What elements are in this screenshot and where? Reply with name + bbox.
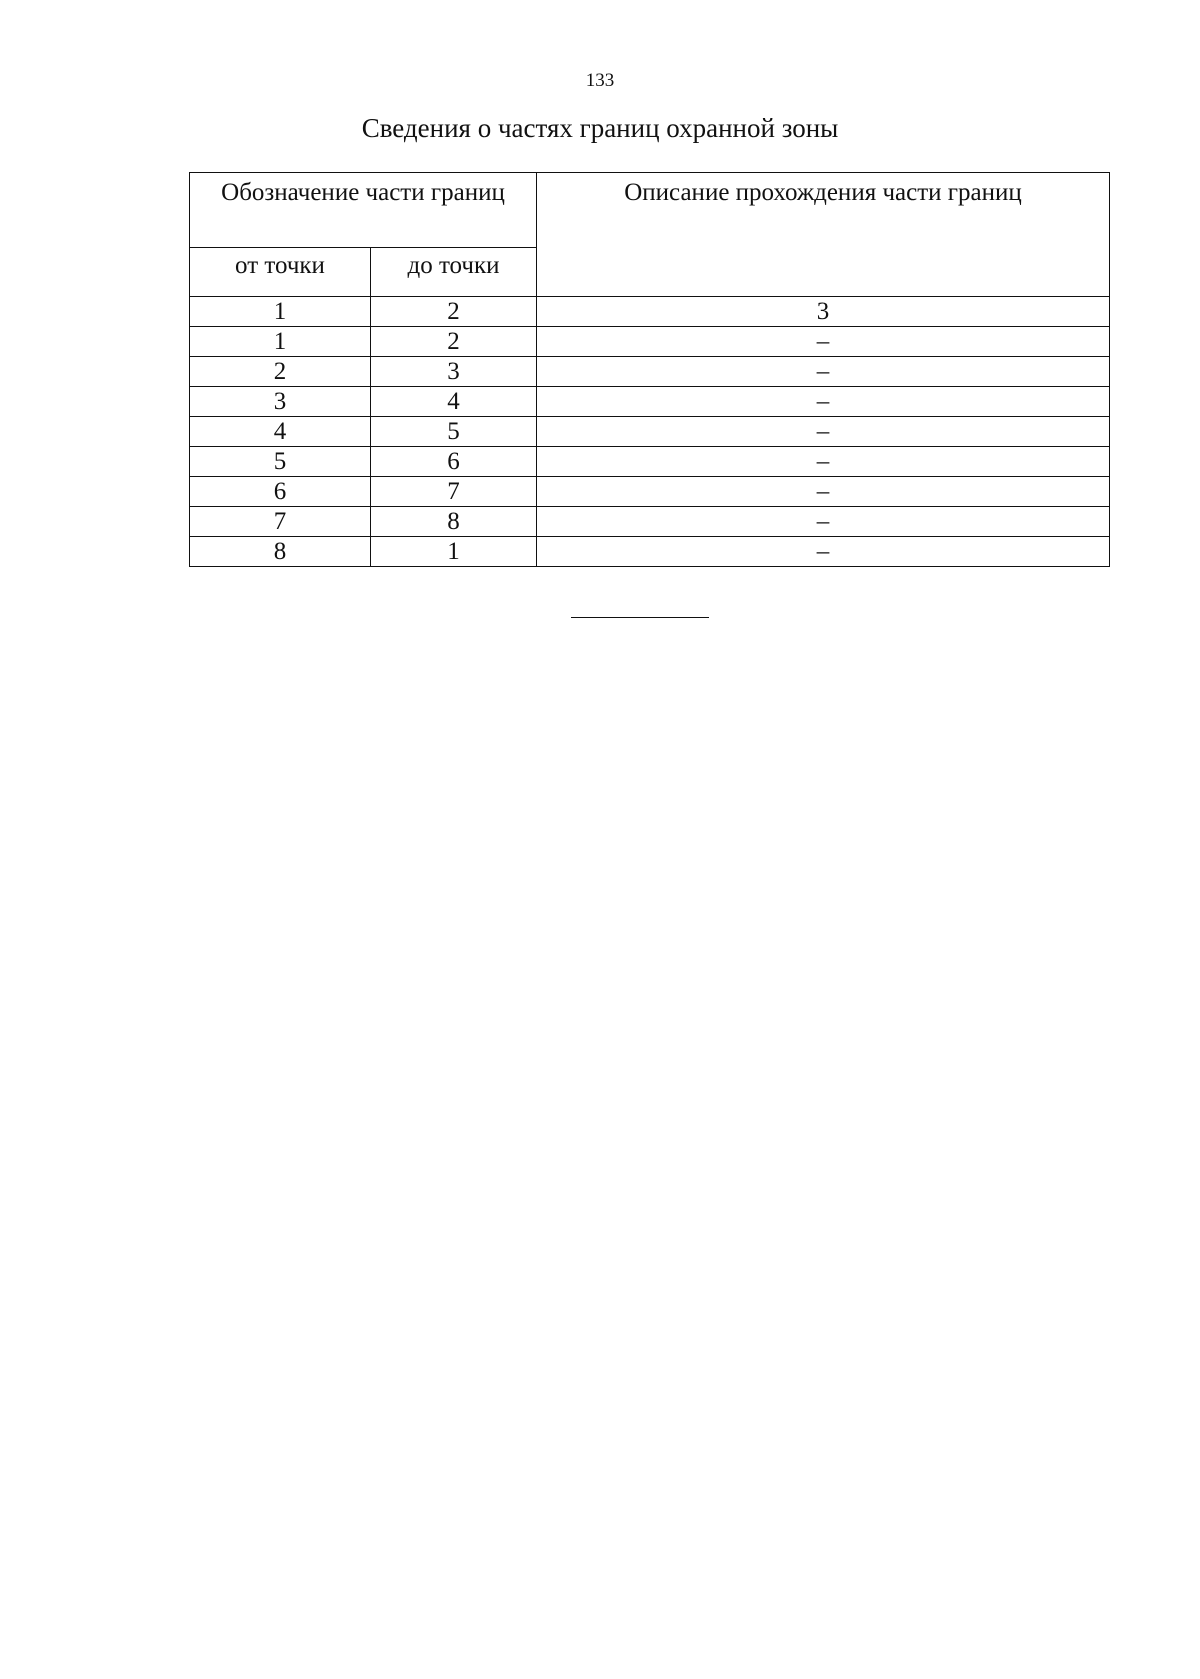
to-point-cell: 3 — [371, 357, 537, 387]
to-point-cell: 6 — [371, 447, 537, 477]
table-body — [190, 297, 1110, 567]
to-point-cell: 5 — [371, 417, 537, 447]
description-cell: – — [537, 327, 1110, 357]
description-cell: – — [537, 417, 1110, 447]
description-cell: – — [537, 507, 1110, 537]
table-row — [190, 537, 1110, 567]
boundary-parts-table — [189, 172, 1110, 567]
table-row — [190, 387, 1110, 417]
description-cell: – — [537, 447, 1110, 477]
document-title: Сведения о частях границ охранной зоны — [361, 113, 839, 143]
to-point-cell: 4 — [371, 387, 537, 417]
from-point-cell: 3 — [190, 387, 371, 417]
from-point-cell: 8 — [190, 537, 371, 567]
description-cell: – — [537, 357, 1110, 387]
column-number: 1 — [190, 297, 371, 327]
from-point-cell: 2 — [190, 357, 371, 387]
from-point-cell: 4 — [190, 417, 371, 447]
header-row-main — [190, 173, 1110, 248]
header-from-point: от точки — [190, 248, 371, 297]
to-point-cell: 7 — [371, 477, 537, 507]
column-number: 2 — [371, 297, 537, 327]
description-cell: – — [537, 387, 1110, 417]
column-number-row — [190, 297, 1110, 327]
table-row — [190, 447, 1110, 477]
table-row — [190, 357, 1110, 387]
table-header — [190, 173, 1110, 297]
end-of-section-rule — [571, 617, 709, 618]
page-number: 133 — [585, 70, 615, 91]
from-point-cell: 7 — [190, 507, 371, 537]
to-point-cell: 1 — [371, 537, 537, 567]
from-point-cell: 1 — [190, 327, 371, 357]
table-row — [190, 507, 1110, 537]
description-cell: – — [537, 477, 1110, 507]
column-number: 3 — [537, 297, 1110, 327]
table-row — [190, 477, 1110, 507]
table-row — [190, 417, 1110, 447]
from-point-cell: 6 — [190, 477, 371, 507]
table-row — [190, 327, 1110, 357]
description-cell: – — [537, 537, 1110, 567]
to-point-cell: 2 — [371, 327, 537, 357]
header-to-point: до точки — [371, 248, 537, 297]
header-boundary-part-designation: Обозначение части границ — [190, 173, 537, 248]
to-point-cell: 8 — [371, 507, 537, 537]
header-boundary-description: Описание прохождения части границ — [537, 173, 1110, 297]
from-point-cell: 5 — [190, 447, 371, 477]
